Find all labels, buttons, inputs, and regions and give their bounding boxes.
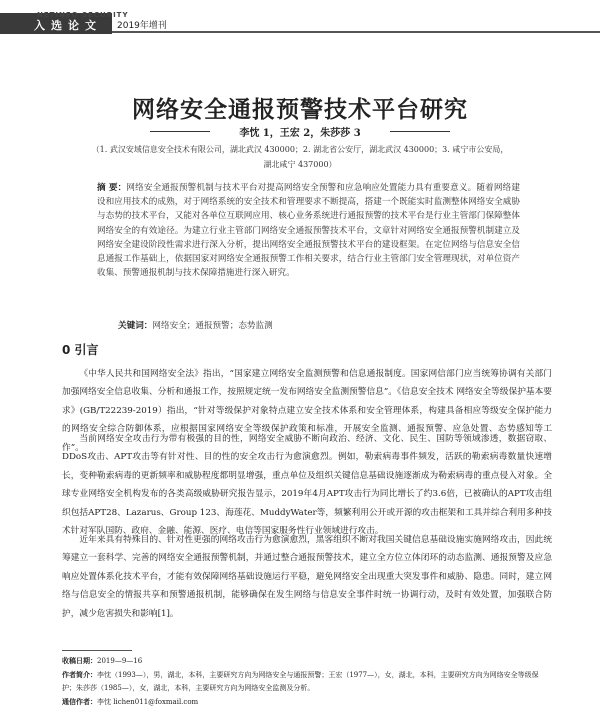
authors-block (150, 124, 450, 138)
abstract-text: 网络安全通报预警机制与技术平台对提高网络安全预警和应急响应处置能力具有重要意义。随着网络建设和应用技术的成熟，对于网络系统的安全技术和管理要求不断提高，搭建一个既能实时监测整体网络安全威胁与态势的技术平台，又能对各单位互联网应用、核心业务系统进行通报预警的技术平台是行业主管部门保障整体网络安全的有效途径。为建立行业主管部门网络安全通报预警技术平台，文章针对网络安全通报预警机制建立及网络安全建设阶段性需求进行深入分析，提出网络安全通报预警技术平台的建设框架。在定位网络与信息安全信息通报工作基础上，依据国家对网络安全通报预警工作相关要求，结合行业主管部门安全管理现状，对单位资产收集、预警通报机制与技术保障措施进行深入研究。 (97, 183, 520, 279)
abstract-label: 摘 要： (97, 183, 127, 193)
issue-label: 2019年增刊 (117, 21, 167, 31)
keywords-text: 网络安全；通报预警；态势监测 (152, 321, 273, 331)
corresponding-author: 通信作者：李忱 lichen011@foxmail.com (62, 697, 199, 706)
received-date: 收稿日期：2019—9—16 (62, 657, 143, 665)
journal-brand: NETINFO SECURITY (37, 11, 129, 19)
paragraph-text: 当前网络安全攻击行为带有极强的目的性，网络安全威胁不断向政治、经济、文化、民生、国防等领域渗透，数据窃取、DDoS攻击、APT攻击等有针对性、目的性的安全攻击行为愈演愈烈。例如，勒索病毒事件频发，活跃的勒索病毒数量快速增长，变种勒索病毒的更新频率和威胁程度都明显增强，重点单位及组织关键信息基础设施逐渐成为勒索病毒的重点侵入对象。全球专业网络安全机构发布的各类高级威胁研究报告显示，2019年4月APT攻击行为同比增长了约3.6倍，已被确认的APT攻击组织包括APT28、Lazarus、Group 123、海莲花、MuddyWater等，频繁利用公开或开源的攻击框架和工具并综合利用多种技术针对军队国防、政府、金融、能源、医疗、电信等国家服务性行业领域进行攻击。 (62, 434, 552, 537)
abstract (97, 181, 520, 280)
footnotes (62, 655, 552, 709)
section-tag: 入选论文 (34, 19, 102, 32)
affiliations (60, 142, 540, 172)
authors: 李忱 1，王宏 2，朱莎莎 3 (239, 128, 361, 139)
author-bio: 作者简介：李忱（1993—），男，湖北，本科，主要研究方向为网络安全与通报预警；王宏（1977—），女，湖北，本科，主要研究方向为网络安全等级保护；朱莎莎（1985—），女，湖北，本科，主要研究方向为网络安全监测及分析。 (62, 670, 539, 692)
body-paragraph-2 (62, 430, 552, 540)
keywords (118, 319, 538, 331)
authors-rule-right (390, 131, 450, 132)
paragraph-text: 《中华人民共和国网络安全法》指出，“国家建立网络安全监测预警和信息通报制度。国家网信部门应当统筹协调有关部门加强网络安全信息收集、分析和通报工作，按照规定统一发布网络安全监测预警信息”。《信息安全技术 网络安全等级保护基本要求》(GB/T22239-2019）指出，“针对等级保护对象特点建立安全技术体系和安全管理体系，构建具备相应等级安全保护能力的网络安全综合防御体系，应根据国家网络安全等级保护政策和标准，开展安全监测、通报预警、应急处置、态势感知等工作”。 (62, 369, 552, 453)
section-heading: 0 引言 (62, 343, 99, 357)
journal-header (0, 0, 600, 34)
affiliation-line: 湖北咸宁 437000） (263, 160, 337, 169)
affiliation-line: （1. 武汉安域信息安全技术有限公司，湖北武汉 430000；2. 湖北省公安厅，湖北武汉 430000；3. 咸宁市公安局， (91, 145, 509, 154)
paper-title: 网络安全通报预警技术平台研究 (132, 97, 468, 123)
paragraph-text: 近年来具有特殊目的、针对性更强的网络攻击行为愈演愈烈，黑客组织不断对我国关键信息基础设施实施网络攻击，因此统筹建立一套科学、完善的网络安全通报预警机制，并通过整合通报预警技术，建立全方位立体闭环的动态监测、通报预警及应急响应处置体系化技术平台，才能有效保障网络基础设施运行平稳，避免网络安全出现重大突发事件和威胁、隐患。同时，建立网络与信息安全的情报共享和预警通报机制，能够确保在发生网络与信息安全事件时统一协调行动，及时有效处置，加强联合防护，减少危害损失和影响[1]。 (62, 535, 552, 619)
footnote-rule (62, 650, 132, 651)
keywords-label: 关键词： (118, 321, 153, 331)
body-paragraph-3 (62, 531, 552, 623)
header-rule (112, 31, 600, 33)
